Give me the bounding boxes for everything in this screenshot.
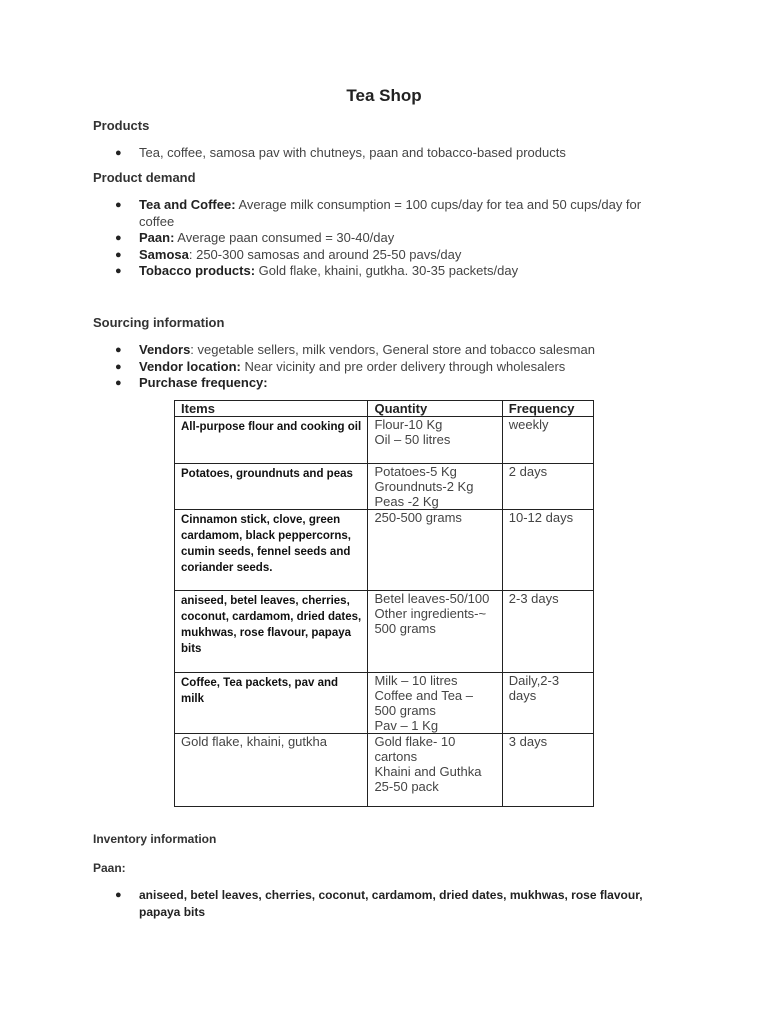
sourcing-heading: Sourcing information [93, 315, 225, 330]
list-item: ● Tobacco products: Gold flake, khaini, gutkha. 30-35 packets/day [115, 263, 519, 278]
bullet-icon: ● [115, 889, 122, 901]
column-header-items: Items [175, 401, 368, 417]
frequency-cell: 2-3 days [502, 591, 593, 673]
table-header-row [175, 401, 594, 417]
document-title: Tea Shop [346, 86, 422, 105]
column-header-quantity: Quantity [368, 401, 502, 417]
bullet-icon: ● [115, 199, 122, 211]
bullet-icon: ● [115, 344, 122, 356]
table-row [175, 464, 594, 510]
bullet-icon: ● [115, 265, 122, 277]
inventory-heading: Inventory information [93, 832, 217, 846]
inventory-list [93, 887, 673, 921]
column-header-frequency: Frequency [502, 401, 593, 417]
bullet-icon: ● [115, 377, 122, 389]
item-cell: Cinnamon stick, clove, green cardamom, black peppercorns, cumin seeds, fennel seeds and coriander seeds. [175, 510, 368, 591]
quantity-cell: 250-500 grams [368, 510, 502, 591]
bullet-icon: ● [115, 232, 122, 244]
frequency-cell: Daily,2-3 days [502, 673, 593, 734]
product-demand-list [93, 197, 673, 280]
quantity-cell: Potatoes-5 Kg Groundnuts-2 Kg Peas -2 Kg [368, 464, 502, 510]
frequency-cell: weekly [502, 417, 593, 464]
bullet-icon: ● [115, 360, 122, 373]
list-item: ● Paan: Average paan consumed = 30-40/day [115, 230, 395, 245]
bullet-icon: ● [115, 147, 122, 159]
table-row [175, 734, 594, 807]
table-row [175, 673, 594, 734]
list-item: ● Purchase frequency: [115, 375, 268, 390]
item-cell: Gold flake, khaini, gutkha [175, 734, 368, 807]
quantity-cell: Betel leaves-50/100 Other ingredients-~ 500 grams [368, 591, 502, 673]
list-item: ● Samosa: 250-300 samosas and around 25-50 pavs/day [115, 246, 462, 262]
item-cell: Potatoes, groundnuts and peas [175, 464, 368, 510]
table-row [175, 510, 594, 591]
item-cell: All-purpose flour and cooking oil [175, 417, 368, 464]
frequency-cell: 2 days [502, 464, 593, 510]
sourcing-list [93, 342, 673, 392]
purchase-frequency-table [174, 400, 594, 807]
table-row [175, 591, 594, 673]
quantity-cell: Gold flake- 10 cartons Khaini and Guthka 25-50 pack [368, 734, 502, 807]
list-item: ● Vendors: vegetable sellers, milk vendors, General store and tobacco salesman [115, 342, 595, 357]
table-row [175, 417, 594, 464]
products-heading: Products [93, 118, 150, 133]
list-item: ● Tea, coffee, samosa pav with chutneys, paan and tobacco-based products [115, 145, 566, 160]
quantity-cell: Flour-10 Kg Oil – 50 litres [368, 417, 502, 464]
bullet-icon: ● [115, 248, 122, 261]
item-cell: Coffee, Tea packets, pav and milk [175, 673, 368, 734]
list-item: ● aniseed, betel leaves, cherries, coconut, cardamom, dried dates, mukhwas, rose flavour, papaya bits [115, 888, 643, 919]
frequency-cell: 10-12 days [502, 510, 593, 591]
product-demand-heading: Product demand [93, 170, 196, 185]
list-item: ● Tea and Coffee: Average milk consumption = 100 cups/day for tea and 50 cups/day for coffee [115, 197, 642, 229]
frequency-cell: 3 days [502, 734, 593, 807]
quantity-cell: Milk – 10 litres Coffee and Tea – 500 grams Pav – 1 Kg [368, 673, 502, 734]
item-cell: aniseed, betel leaves, cherries, coconut, cardamom, dried dates, mukhwas, rose flavour, papaya bits [175, 591, 368, 673]
products-list [93, 145, 673, 162]
paan-subheading: Paan: [93, 861, 126, 875]
list-item: ● Vendor location: Near vicinity and pre order delivery through wholesalers [115, 358, 566, 374]
